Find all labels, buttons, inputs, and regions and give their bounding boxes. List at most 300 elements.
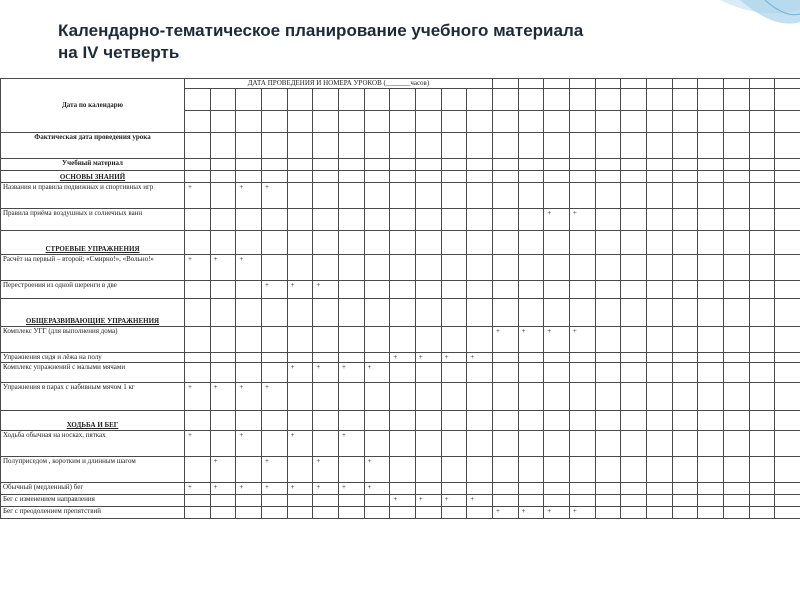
date-cell xyxy=(723,111,749,133)
plan-cell xyxy=(723,363,749,383)
plan-cell xyxy=(646,299,672,327)
plan-cell xyxy=(185,231,211,255)
plus-mark: + xyxy=(185,255,211,281)
plan-cell xyxy=(621,363,647,383)
date-cell xyxy=(518,133,544,159)
plan-cell xyxy=(415,231,441,255)
plan-cell xyxy=(415,363,441,383)
date-cell xyxy=(646,159,672,171)
date-cell xyxy=(287,89,313,111)
material-item-label: Перестроения из одной шеренги в две xyxy=(1,281,185,299)
plus-mark: + xyxy=(390,495,416,507)
planning-table xyxy=(0,78,800,519)
plan-cell xyxy=(595,483,621,495)
plan-cell xyxy=(185,495,211,507)
material-item-row xyxy=(1,209,800,231)
plan-cell xyxy=(672,411,698,431)
date-cell xyxy=(544,111,570,133)
material-item-row xyxy=(1,327,800,353)
date-cell xyxy=(518,159,544,171)
plan-cell xyxy=(723,507,749,519)
plan-cell xyxy=(621,483,647,495)
plus-mark: + xyxy=(313,457,339,483)
section-title: ХОДЬБА И БЕГ xyxy=(1,411,185,431)
plan-cell xyxy=(698,431,724,457)
date-cell xyxy=(621,79,647,89)
plus-mark: + xyxy=(261,383,287,411)
plan-cell xyxy=(364,353,390,363)
plan-cell xyxy=(749,411,775,431)
plan-cell xyxy=(544,495,570,507)
plan-cell xyxy=(672,281,698,299)
date-cell xyxy=(544,79,570,89)
plan-cell xyxy=(595,255,621,281)
plan-cell xyxy=(236,209,262,231)
plan-cell xyxy=(313,431,339,457)
date-cell xyxy=(595,89,621,111)
plan-cell xyxy=(569,171,595,183)
plan-cell xyxy=(313,209,339,231)
plan-cell xyxy=(338,507,364,519)
plus-mark: + xyxy=(261,183,287,209)
plan-cell xyxy=(698,171,724,183)
plan-cell xyxy=(210,183,236,209)
plan-cell xyxy=(287,457,313,483)
plan-cell xyxy=(467,183,493,209)
material-item-label: Бег с преодолением препятствий xyxy=(1,507,185,519)
plus-mark: + xyxy=(544,327,570,353)
plan-cell xyxy=(390,383,416,411)
title-line-2: на IV четверть xyxy=(58,43,180,62)
plan-cell xyxy=(415,411,441,431)
plan-cell xyxy=(287,507,313,519)
plan-cell xyxy=(749,231,775,255)
plan-cell xyxy=(364,495,390,507)
plan-cell xyxy=(338,209,364,231)
plan-cell xyxy=(210,299,236,327)
actual-date-row xyxy=(1,133,800,159)
plan-cell xyxy=(698,363,724,383)
plan-cell xyxy=(492,209,518,231)
plan-cell xyxy=(364,231,390,255)
plus-mark: + xyxy=(287,431,313,457)
plus-mark: + xyxy=(569,327,595,353)
plan-cell xyxy=(313,299,339,327)
plan-cell xyxy=(723,483,749,495)
plus-mark: + xyxy=(441,495,467,507)
plan-cell xyxy=(646,495,672,507)
material-item-label: Полуприседом , коротким и длинным шагом xyxy=(1,457,185,483)
plan-cell xyxy=(646,457,672,483)
plan-cell xyxy=(210,411,236,431)
date-cell xyxy=(287,133,313,159)
plan-cell xyxy=(672,209,698,231)
plan-cell xyxy=(441,231,467,255)
plus-mark: + xyxy=(338,431,364,457)
date-cell xyxy=(390,159,416,171)
plus-mark: + xyxy=(390,353,416,363)
decorative-waves xyxy=(680,0,800,60)
date-cell xyxy=(210,89,236,111)
date-cell xyxy=(518,111,544,133)
date-cell xyxy=(749,159,775,171)
date-cell xyxy=(775,111,800,133)
plan-cell xyxy=(775,383,800,411)
plan-cell xyxy=(672,457,698,483)
plan-cell xyxy=(467,363,493,383)
plus-mark: + xyxy=(518,507,544,519)
date-cell xyxy=(236,133,262,159)
plan-cell xyxy=(415,483,441,495)
plan-cell xyxy=(287,171,313,183)
plan-cell xyxy=(467,483,493,495)
plan-cell xyxy=(236,231,262,255)
plan-cell xyxy=(544,183,570,209)
plan-cell xyxy=(749,255,775,281)
plan-cell xyxy=(364,183,390,209)
plan-cell xyxy=(467,457,493,483)
plan-cell xyxy=(518,457,544,483)
plan-cell xyxy=(415,507,441,519)
plan-cell xyxy=(210,231,236,255)
material-item-row xyxy=(1,431,800,457)
date-cell xyxy=(415,89,441,111)
plus-mark: + xyxy=(210,457,236,483)
material-label: Учебный материал xyxy=(1,159,185,171)
date-cell xyxy=(544,159,570,171)
plus-mark: + xyxy=(313,483,339,495)
dates-header-label: ДАТА ПРОВЕДЕНИЯ И НОМЕРА УРОКОВ (_______часов) xyxy=(185,79,493,89)
plan-cell xyxy=(467,383,493,411)
plus-mark: + xyxy=(236,183,262,209)
plan-cell xyxy=(364,281,390,299)
plus-mark: + xyxy=(287,363,313,383)
plan-cell xyxy=(467,171,493,183)
date-cell xyxy=(698,111,724,133)
plan-cell xyxy=(621,353,647,363)
plan-cell xyxy=(595,353,621,363)
plan-cell xyxy=(518,281,544,299)
plan-cell xyxy=(441,281,467,299)
plan-cell xyxy=(544,411,570,431)
plan-cell xyxy=(723,411,749,431)
plan-cell xyxy=(441,383,467,411)
date-cell xyxy=(595,111,621,133)
plus-mark: + xyxy=(569,507,595,519)
date-cell xyxy=(646,111,672,133)
plan-cell xyxy=(672,183,698,209)
plan-cell xyxy=(287,299,313,327)
plan-cell xyxy=(210,431,236,457)
date-cell xyxy=(236,159,262,171)
plan-cell xyxy=(441,483,467,495)
plan-cell xyxy=(185,363,211,383)
plus-mark: + xyxy=(544,507,570,519)
plan-cell xyxy=(261,353,287,363)
plan-cell xyxy=(595,327,621,353)
plan-cell xyxy=(236,299,262,327)
plan-cell xyxy=(287,209,313,231)
date-cell xyxy=(646,89,672,111)
plus-mark: + xyxy=(518,327,544,353)
plan-cell xyxy=(646,353,672,363)
plan-cell xyxy=(646,183,672,209)
material-item-label: Расчёт на первый – второй; «Смирно!», «Вольно!» xyxy=(1,255,185,281)
plan-cell xyxy=(672,507,698,519)
plan-cell xyxy=(698,507,724,519)
material-item-row xyxy=(1,183,800,209)
plan-cell xyxy=(210,281,236,299)
date-cell xyxy=(621,89,647,111)
plan-cell xyxy=(338,327,364,353)
plan-cell xyxy=(672,231,698,255)
date-cell xyxy=(390,133,416,159)
date-cell xyxy=(210,159,236,171)
plan-cell xyxy=(415,457,441,483)
plan-cell xyxy=(441,507,467,519)
plan-cell xyxy=(621,231,647,255)
plus-mark: + xyxy=(236,255,262,281)
plan-cell xyxy=(415,299,441,327)
plan-cell xyxy=(236,353,262,363)
plan-cell xyxy=(646,255,672,281)
plan-cell xyxy=(364,209,390,231)
plan-cell xyxy=(492,483,518,495)
plan-cell xyxy=(313,383,339,411)
plan-cell xyxy=(261,171,287,183)
date-cell xyxy=(313,159,339,171)
plan-cell xyxy=(313,495,339,507)
plan-cell xyxy=(390,507,416,519)
material-item-label: Бег с изменением направления xyxy=(1,495,185,507)
section-row xyxy=(1,299,800,327)
plan-cell xyxy=(492,383,518,411)
date-cell xyxy=(749,79,775,89)
date-cell xyxy=(672,111,698,133)
date-cell xyxy=(313,89,339,111)
plan-cell xyxy=(492,281,518,299)
plan-cell xyxy=(595,231,621,255)
date-cell xyxy=(544,133,570,159)
date-cell xyxy=(261,159,287,171)
plan-cell xyxy=(415,281,441,299)
plus-mark: + xyxy=(569,209,595,231)
date-cell xyxy=(775,79,800,89)
plan-cell xyxy=(338,411,364,431)
plan-cell xyxy=(185,171,211,183)
plan-cell xyxy=(544,483,570,495)
plan-cell xyxy=(749,327,775,353)
date-cell xyxy=(441,89,467,111)
plan-cell xyxy=(621,255,647,281)
plan-cell xyxy=(749,209,775,231)
plan-cell xyxy=(390,255,416,281)
plan-cell xyxy=(775,353,800,363)
date-cell xyxy=(749,133,775,159)
date-cell xyxy=(569,79,595,89)
date-cell xyxy=(313,111,339,133)
plan-cell xyxy=(390,281,416,299)
plan-cell xyxy=(261,255,287,281)
plan-cell xyxy=(492,411,518,431)
plan-cell xyxy=(698,411,724,431)
plan-cell xyxy=(544,299,570,327)
plan-cell xyxy=(646,327,672,353)
plan-cell xyxy=(723,281,749,299)
date-cell xyxy=(364,159,390,171)
date-cell xyxy=(338,111,364,133)
plan-cell xyxy=(236,363,262,383)
plan-cell xyxy=(775,171,800,183)
plan-cell xyxy=(441,299,467,327)
date-cell xyxy=(467,111,493,133)
plan-cell xyxy=(544,353,570,363)
material-item-row xyxy=(1,353,800,363)
material-item-label: Упражнения сидя и лёжа на полу xyxy=(1,353,185,363)
plan-cell xyxy=(595,209,621,231)
date-cell xyxy=(467,159,493,171)
plus-mark: + xyxy=(185,483,211,495)
plan-cell xyxy=(441,411,467,431)
date-cell xyxy=(518,79,544,89)
date-cell xyxy=(569,111,595,133)
plan-cell xyxy=(518,171,544,183)
plan-cell xyxy=(569,411,595,431)
plan-cell xyxy=(595,363,621,383)
plan-cell xyxy=(518,255,544,281)
plan-cell xyxy=(569,363,595,383)
plan-cell xyxy=(672,255,698,281)
date-cell xyxy=(313,133,339,159)
plus-mark: + xyxy=(261,281,287,299)
plan-cell xyxy=(723,383,749,411)
plan-cell xyxy=(467,431,493,457)
plan-cell xyxy=(621,327,647,353)
plan-cell xyxy=(364,411,390,431)
plan-cell xyxy=(775,281,800,299)
plus-mark: + xyxy=(364,363,390,383)
plan-cell xyxy=(723,353,749,363)
plan-cell xyxy=(723,171,749,183)
plan-cell xyxy=(723,255,749,281)
plan-cell xyxy=(698,483,724,495)
plan-cell xyxy=(775,411,800,431)
material-item-row xyxy=(1,457,800,483)
plan-cell xyxy=(646,171,672,183)
date-cell xyxy=(646,133,672,159)
plan-cell xyxy=(441,183,467,209)
plus-mark: + xyxy=(210,255,236,281)
plan-cell xyxy=(492,495,518,507)
plan-cell xyxy=(185,411,211,431)
plan-cell xyxy=(518,353,544,363)
plan-cell xyxy=(672,495,698,507)
plan-cell xyxy=(621,457,647,483)
date-cell xyxy=(595,79,621,89)
date-cell xyxy=(287,111,313,133)
date-cell xyxy=(236,111,262,133)
plan-cell xyxy=(236,411,262,431)
plan-cell xyxy=(595,281,621,299)
plan-cell xyxy=(646,383,672,411)
date-cell xyxy=(698,133,724,159)
plan-cell xyxy=(518,231,544,255)
plan-cell xyxy=(441,327,467,353)
material-item-label: Правила приёма воздушных и солнечных ванн xyxy=(1,209,185,231)
plan-cell xyxy=(672,327,698,353)
plan-cell xyxy=(723,495,749,507)
plan-cell xyxy=(261,209,287,231)
plan-cell xyxy=(518,209,544,231)
plan-cell xyxy=(236,507,262,519)
plan-cell xyxy=(518,299,544,327)
plan-cell xyxy=(698,353,724,363)
plan-cell xyxy=(621,507,647,519)
plan-cell xyxy=(775,507,800,519)
plan-cell xyxy=(775,231,800,255)
plan-cell xyxy=(698,327,724,353)
material-item-label: Ходьба обычная на носках, пятках xyxy=(1,431,185,457)
plan-cell xyxy=(287,353,313,363)
plan-cell xyxy=(185,353,211,363)
plan-cell xyxy=(518,495,544,507)
plan-cell xyxy=(698,255,724,281)
plus-mark: + xyxy=(338,363,364,383)
plan-cell xyxy=(415,431,441,457)
plan-cell xyxy=(595,299,621,327)
plan-cell xyxy=(698,183,724,209)
date-cell xyxy=(569,89,595,111)
plan-cell xyxy=(467,507,493,519)
plan-cell xyxy=(390,483,416,495)
plan-cell xyxy=(441,363,467,383)
plan-cell xyxy=(313,353,339,363)
plan-cell xyxy=(467,281,493,299)
plan-cell xyxy=(646,483,672,495)
date-cell xyxy=(775,133,800,159)
plus-mark: + xyxy=(467,353,493,363)
plan-cell xyxy=(544,231,570,255)
plan-cell xyxy=(775,495,800,507)
header-row xyxy=(1,79,800,89)
plan-cell xyxy=(775,483,800,495)
date-cell xyxy=(698,159,724,171)
plus-mark: + xyxy=(236,383,262,411)
plan-cell xyxy=(569,431,595,457)
plan-cell xyxy=(518,363,544,383)
plan-cell xyxy=(698,495,724,507)
plan-cell xyxy=(518,383,544,411)
plan-cell xyxy=(698,457,724,483)
plan-cell xyxy=(775,327,800,353)
plan-cell xyxy=(749,457,775,483)
plan-cell xyxy=(467,209,493,231)
plan-cell xyxy=(390,327,416,353)
date-cell xyxy=(236,89,262,111)
plan-cell xyxy=(261,495,287,507)
date-cell xyxy=(698,89,724,111)
plan-cell xyxy=(595,431,621,457)
plan-cell xyxy=(595,495,621,507)
plan-cell xyxy=(364,255,390,281)
plan-cell xyxy=(287,255,313,281)
plus-mark: + xyxy=(364,457,390,483)
plan-cell xyxy=(287,383,313,411)
date-cell xyxy=(595,159,621,171)
plus-mark: + xyxy=(313,363,339,383)
plan-cell xyxy=(569,281,595,299)
plus-mark: + xyxy=(236,431,262,457)
